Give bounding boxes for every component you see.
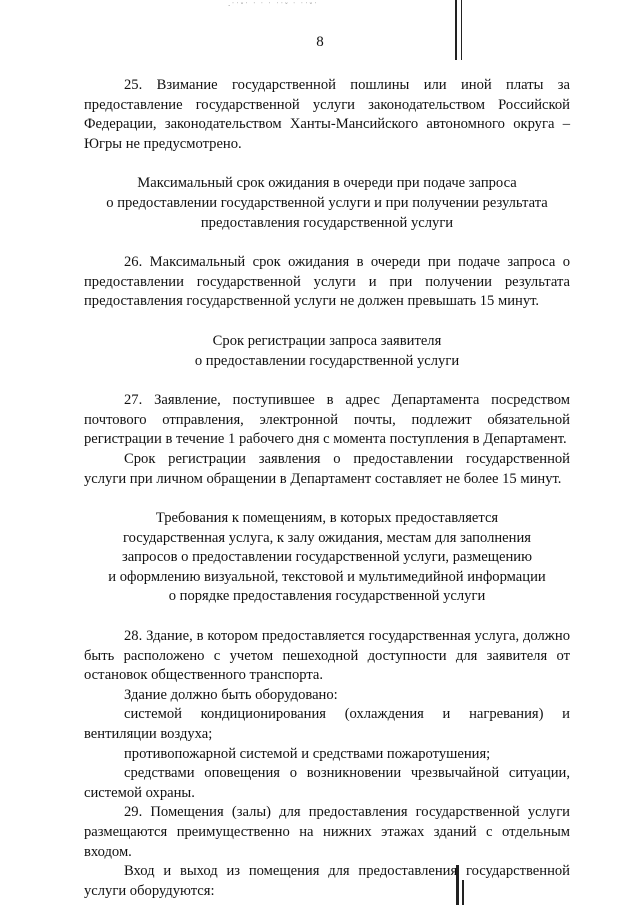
- page-number: 8: [316, 34, 324, 50]
- heading-premises-requirements: [84, 509, 570, 607]
- paragraph-25: 25. Взимание государственной пошлины или иной платы за предоставление государственной услуги законодательством Российской Федерации, законодательством Ханты-Мансийского автономного округа – Югры не предусмотрено.: [84, 77, 570, 152]
- heading-waiting-time: [84, 174, 570, 233]
- heading-line: Максимальный срок ожидания в очереди при подаче запроса: [137, 175, 517, 192]
- paragraph-28-alert: средствами оповещения о возникновении чрезвычайной ситуации, системой охраны.: [84, 765, 570, 801]
- heading-line: предоставления государственной услуги: [200, 214, 454, 231]
- heading-line: запросов о предоставлении государственной услуги, размещению: [122, 549, 532, 566]
- heading-line: о предоставлении государственной услуги: [194, 352, 460, 369]
- paragraph-29-entrance: Вход и выход из помещения для предоставления государственной услуги оборудуются:: [84, 863, 570, 899]
- heading-registration-time: [84, 332, 570, 371]
- scan-line-top-2: [461, 0, 462, 60]
- heading-line: о порядке предоставления государственной услуги: [168, 588, 486, 605]
- heading-line: о предоставлении государственной услуги и при получении результата: [106, 194, 548, 211]
- heading-line: Срок регистрации запроса заявителя: [212, 332, 442, 349]
- paragraph-28: 28. Здание, в котором предоставляется государственная услуга, должно быть расположено с учетом пешеходной доступности для заявителя от остановок общественного транспорта.: [84, 628, 570, 684]
- paragraph-28-fire: противопожарной системой и средствами пожаротушения;: [124, 745, 491, 762]
- heading-line: Требования к помещениям, в которых предоставляется: [155, 510, 499, 527]
- scan-line-top: [455, 0, 457, 60]
- heading-line: и оформлению визуальной, текстовой и мультимедийной информации: [108, 568, 546, 585]
- paragraph-26: 26. Максимальный срок ожидания в очереди при подаче запроса о предоставлении государственной услуги и при получении результата предоставления государственной услуги не должен превышать 15 минут.: [84, 254, 570, 310]
- paragraph-28-equipment: Здание должно быть оборудовано:: [124, 686, 338, 703]
- document-body: [84, 76, 570, 901]
- paragraph-29: 29. Помещения (залы) для предоставления государственной услуги размещаются преимущественно на нижних этажах зданий с отдельным входом.: [84, 804, 570, 860]
- paragraph-28-hvac: системой кондиционирования (охлаждения и нагревания) и вентиляции воздуха;: [84, 706, 570, 743]
- heading-line: государственная услуга, к залу ожидания, местам для заполнения: [123, 529, 531, 546]
- paragraph-27-cont: Срок регистрации заявления о предоставлении государственной услуги при личном обращении в Департамент составляет не более 15 минут.: [84, 450, 570, 487]
- paragraph-27: 27. Заявление, поступившее в адрес Департамента посредством почтового отправления, электронной почты, подлежит обязательной регистрации в течение 1 рабочего дня с момента поступления в Департамент.: [84, 392, 570, 448]
- scan-noise-top: ·˙˙˘˙ ˙ ˙ ˙ ˙˙˘ ˙ ˙˙˘˙: [228, 2, 319, 10]
